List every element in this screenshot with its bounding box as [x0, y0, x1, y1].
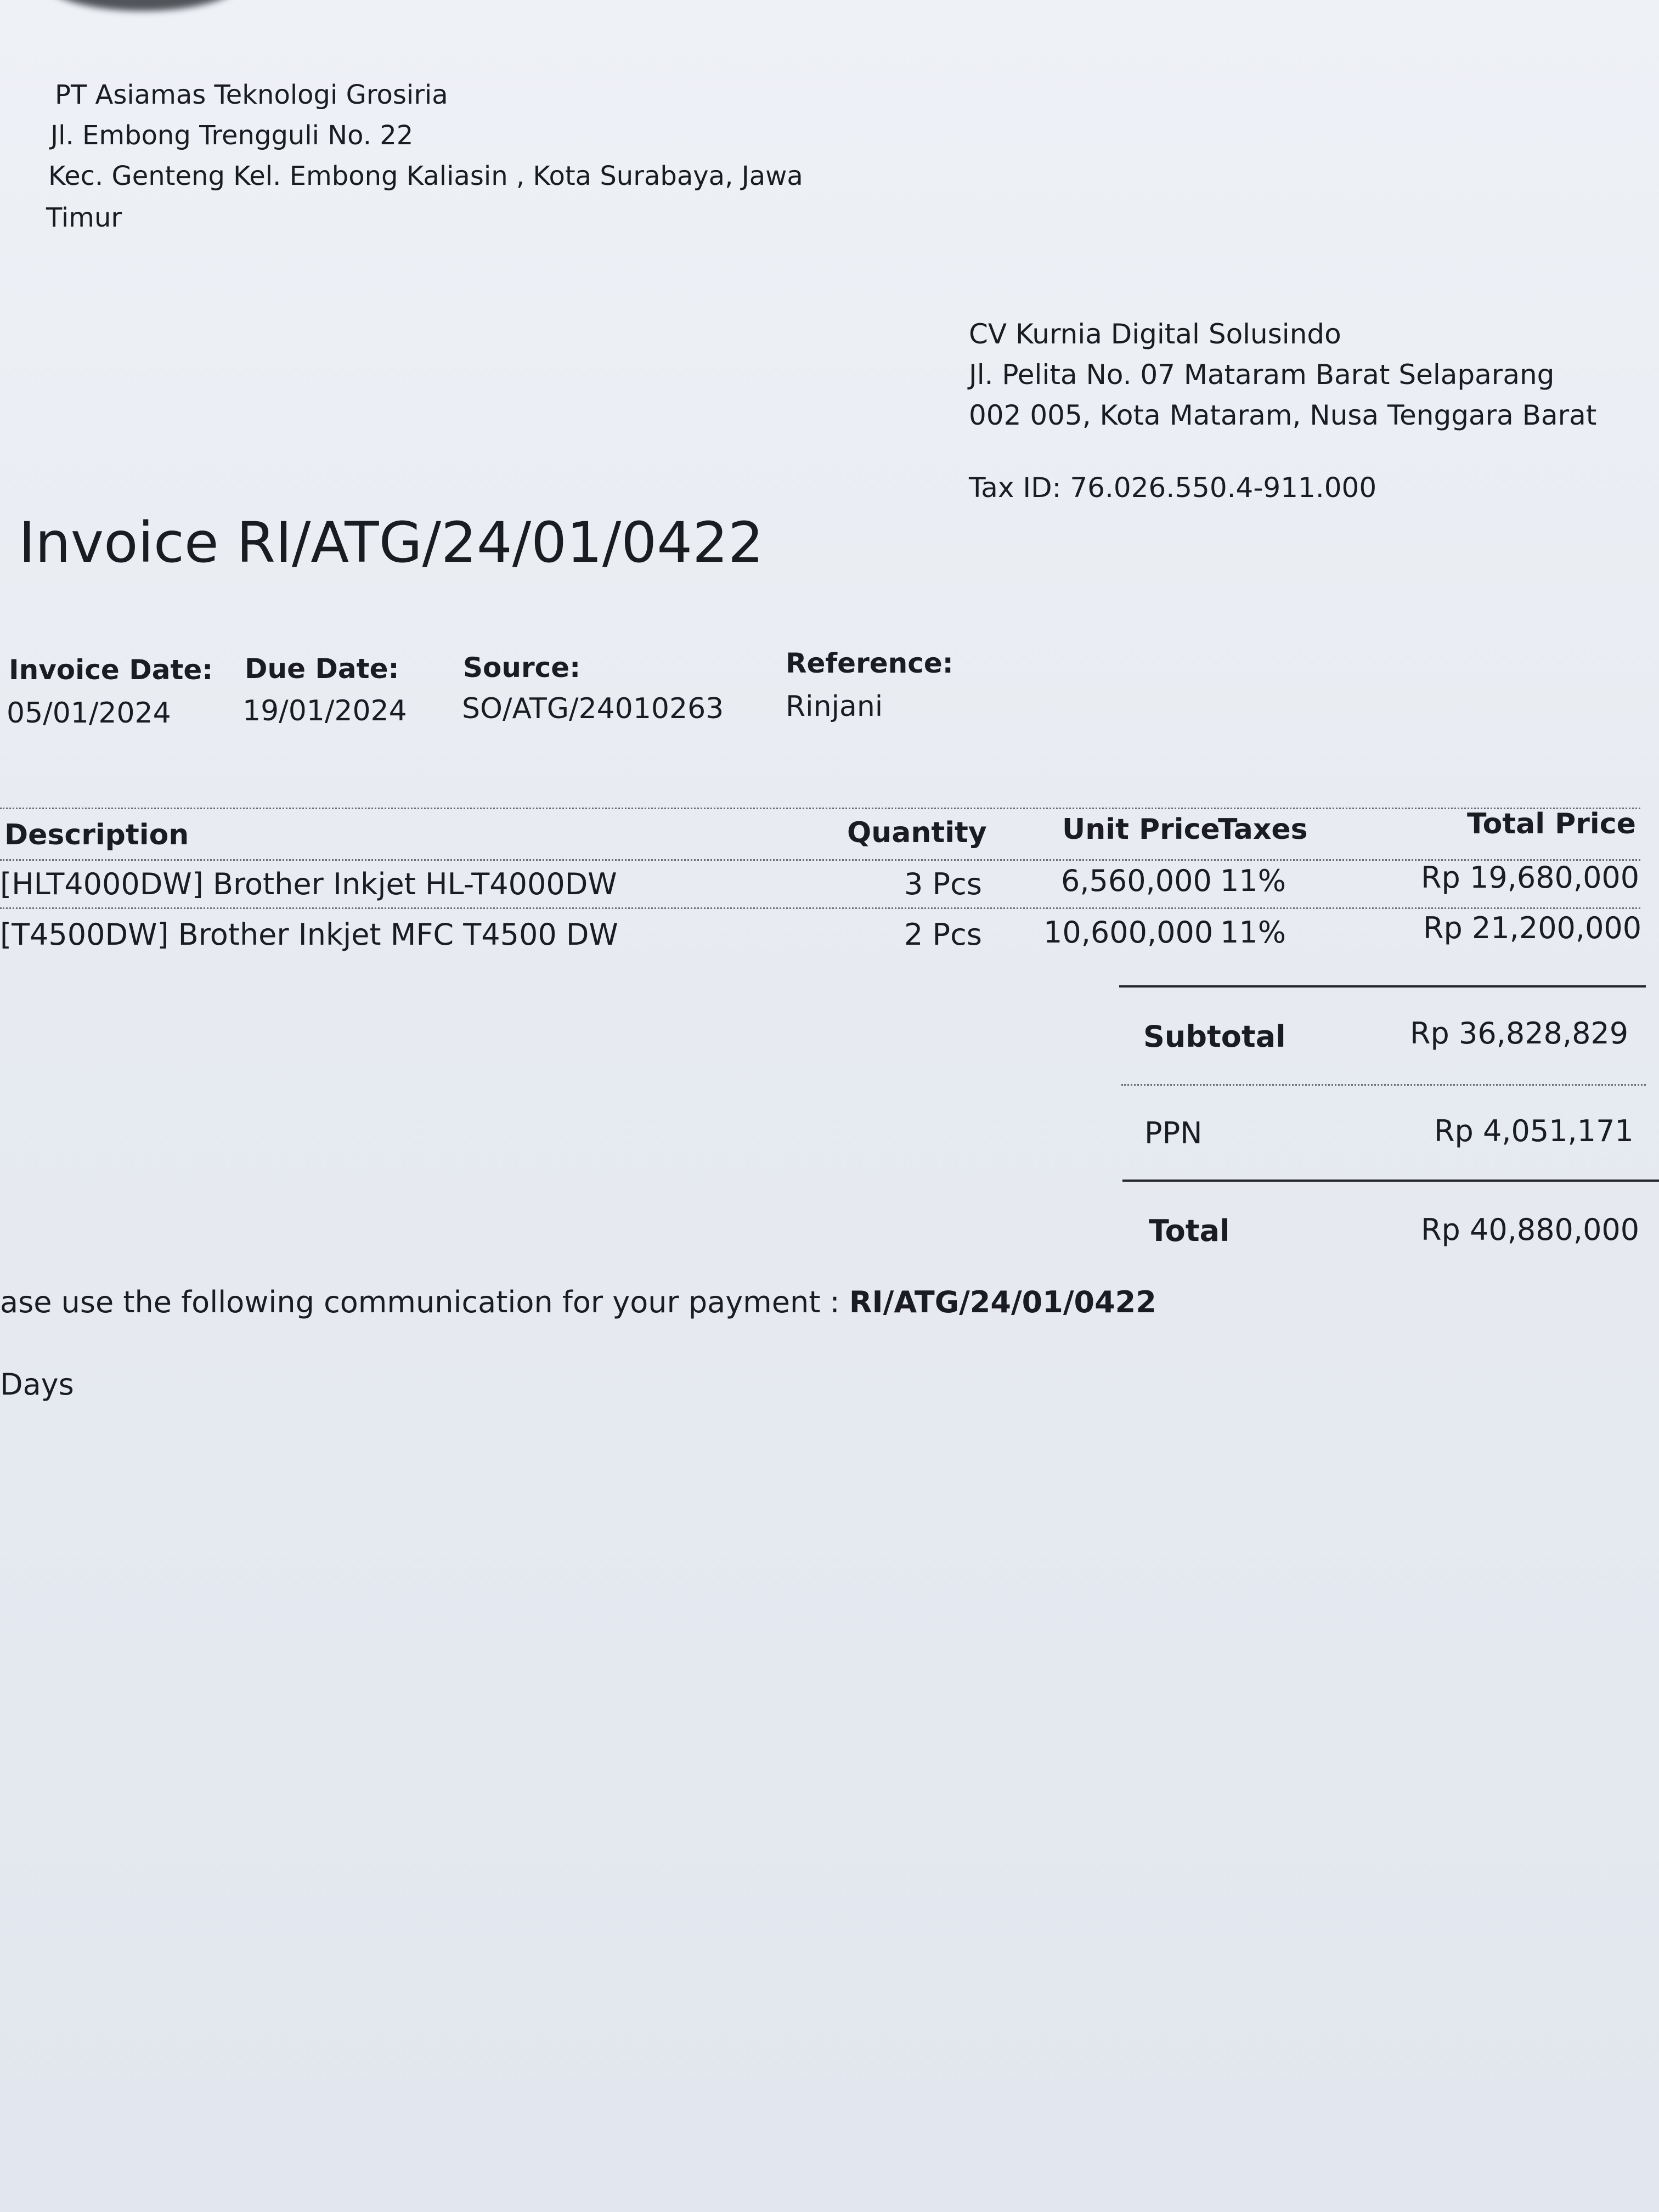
header-total-price: Total Price	[1467, 808, 1636, 840]
invoice-title: Invoice RI/ATG/24/01/0422	[19, 510, 764, 575]
row-taxes: 11%	[1220, 864, 1286, 898]
subtotal-label: Subtotal	[1143, 1019, 1286, 1054]
payment-communication-text: ase use the following communication for your payment :	[0, 1285, 849, 1319]
ppn-value: Rp 4,051,171	[1434, 1114, 1634, 1148]
row-description: [HLT4000DW] Brother Inkjet HL-T4000DW	[0, 867, 617, 901]
payment-terms: Days	[0, 1367, 74, 1402]
table-header-rule	[0, 859, 1640, 861]
client-name: CV Kurnia Digital Solusindo	[969, 318, 1341, 350]
table-top-rule	[0, 808, 1640, 809]
row-taxes: 11%	[1220, 915, 1286, 950]
row-unit-price: 6,560,000	[1061, 864, 1212, 898]
photo-shadow	[44, 0, 241, 11]
row-quantity: 3 Pcs	[904, 867, 982, 901]
table-row-rule	[0, 907, 1640, 909]
company-address-line1: Jl. Embong Trengguli No. 22	[50, 120, 414, 151]
client-address-line1: Jl. Pelita No. 07 Mataram Barat Selaparang	[969, 359, 1555, 391]
subtotal-value: Rp 36,828,829	[1410, 1016, 1629, 1051]
row-quantity: 2 Pcs	[904, 917, 982, 952]
header-taxes: Taxes	[1218, 813, 1308, 846]
invoice-date-label: Invoice Date:	[9, 654, 213, 686]
payment-communication-ref: RI/ATG/24/01/0422	[849, 1285, 1156, 1319]
row-total-price: Rp 21,200,000	[1423, 911, 1642, 945]
total-rule	[1122, 1180, 1659, 1182]
header-description: Description	[4, 819, 189, 851]
company-address-line2: Kec. Genteng Kel. Embong Kaliasin , Kota Surabaya, Jawa	[48, 161, 803, 191]
header-unit-price: Unit Price	[1062, 813, 1220, 846]
due-date-label: Due Date:	[245, 653, 399, 685]
row-total-price: Rp 19,680,000	[1421, 860, 1640, 895]
reference-value: Rinjani	[786, 690, 883, 723]
source-label: Source:	[463, 652, 581, 684]
row-unit-price: 10,600,000	[1043, 915, 1214, 950]
client-address-line2: 002 005, Kota Mataram, Nusa Tenggara Barat	[969, 399, 1597, 431]
row-description: [T4500DW] Brother Inkjet MFC T4500 DW	[0, 917, 618, 952]
header-quantity: Quantity	[847, 816, 987, 849]
company-name: PT Asiamas Teknologi Grosiria	[55, 80, 448, 110]
subtotal-rule	[1121, 1084, 1646, 1086]
invoice-date-value: 05/01/2024	[7, 697, 171, 730]
client-tax-id: Tax ID: 76.026.550.4-911.000	[969, 472, 1377, 504]
source-value: SO/ATG/24010263	[462, 692, 724, 725]
total-label: Total	[1149, 1214, 1230, 1248]
total-value: Rp 40,880,000	[1421, 1212, 1640, 1247]
payment-communication	[0, 1285, 1156, 1319]
reference-label: Reference:	[786, 647, 953, 679]
totals-top-rule	[1119, 985, 1646, 988]
due-date-value: 19/01/2024	[242, 695, 407, 727]
ppn-label: PPN	[1144, 1116, 1203, 1150]
company-address-line3: Timur	[46, 202, 122, 233]
